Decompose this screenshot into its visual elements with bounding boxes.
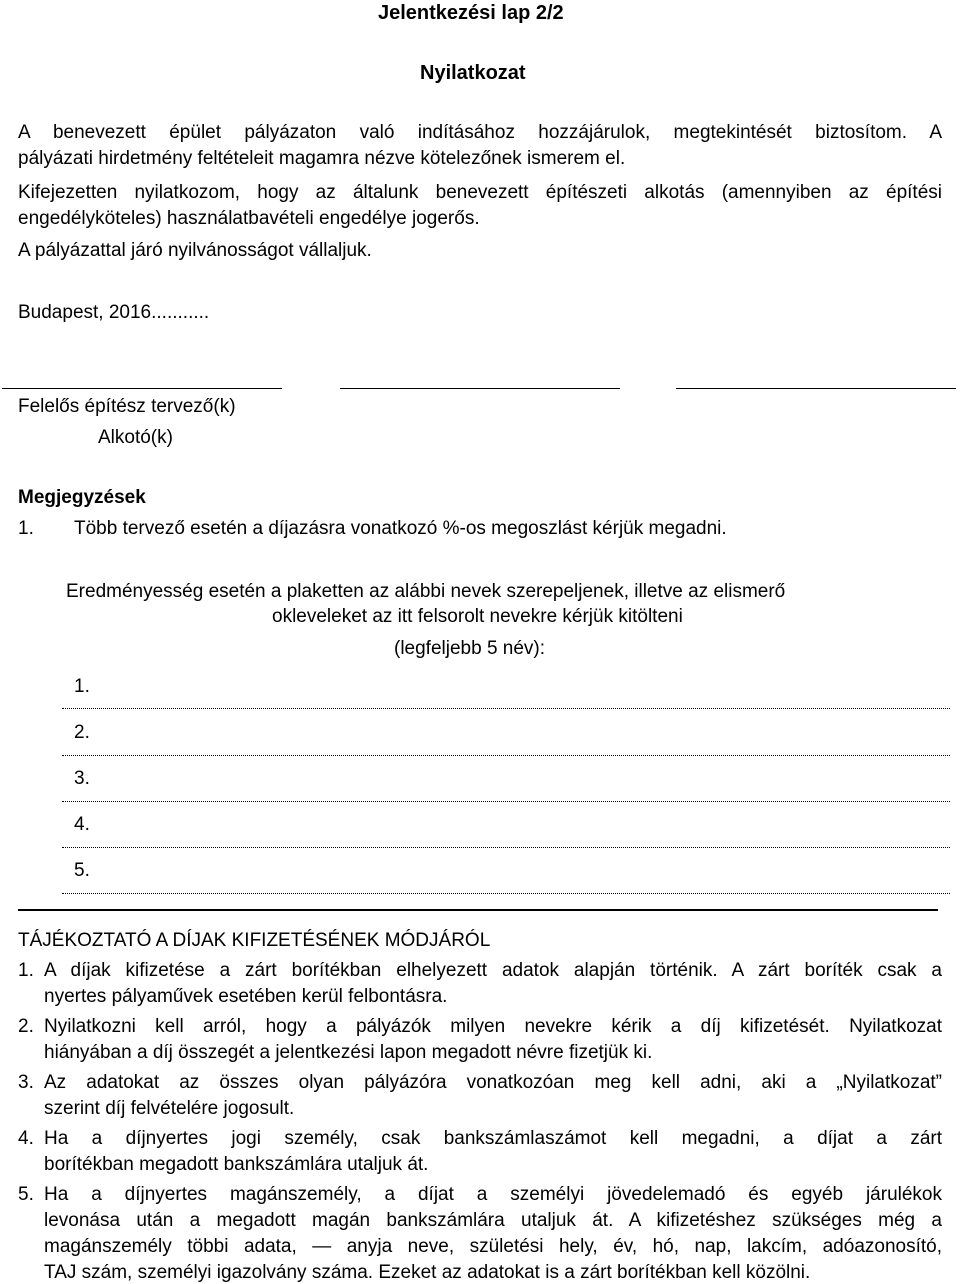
- info-item-2-line-1: Nyilatkozni kell arról, hogy a pályázók milyen nevekre kérik a díj kifizetését. Nyilatkozat: [44, 1016, 942, 1037]
- name-entry-number-5: 5.: [74, 860, 90, 881]
- page-title: Jelentkezési lap 2/2: [378, 2, 564, 24]
- signature-line-1: [2, 388, 282, 389]
- info-item-4-line-1: Ha a díjnyertes jogi személy, csak bankszámlaszámot kell megadni, a díjat a zárt: [44, 1128, 942, 1149]
- signature-line-2: [340, 388, 620, 389]
- name-entry-number-2: 2.: [74, 722, 90, 743]
- declaration-line-3: Kifejezetten nyilatkozom, hogy az általunk benevezett építészeti alkotás (amennyiben az építési: [18, 182, 942, 203]
- notes-title: Megjegyzések: [18, 487, 146, 508]
- declaration-line-5: A pályázattal járó nyilvánosságot vállaljuk.: [18, 240, 372, 261]
- name-entry-field-5[interactable]: [62, 893, 950, 894]
- names-intro-line-1: Eredményesség esetén a plaketten az alábbi nevek szerepeljenek, illetve az elismerő: [66, 581, 786, 602]
- section-title-declaration: Nyilatkozat: [420, 62, 526, 84]
- name-entry-field-1[interactable]: [62, 708, 950, 709]
- info-item-1-line-1: A díjak kifizetése a zárt borítékban elhelyezett adatok alapján történik. A zárt boríték csak a: [44, 960, 942, 981]
- note-text-1: Több tervező esetén a díjazásra vonatkozó %-os megoszlást kérjük megadni.: [74, 518, 727, 539]
- signature-line-3: [676, 388, 956, 389]
- info-item-4-line-2: borítékban megadott bankszámlára utaljuk át.: [44, 1154, 429, 1175]
- name-entry-number-4: 4.: [74, 814, 90, 835]
- declaration-line-4: engedélyköteles) használatbavételi engedélye jogerős.: [18, 208, 480, 229]
- name-entry-field-2[interactable]: [62, 755, 950, 756]
- info-item-3-line-1: Az adatokat az összes olyan pályázóra vonatkozóan meg kell adni, aki a „Nyilatkozat”: [44, 1072, 942, 1093]
- info-item-5-line-2: levonása után a megadott magán bankszámlára utaljuk át. A kifizetéshez szükséges még a: [44, 1210, 942, 1231]
- info-item-5-line-1: Ha a díjnyertes magánszemély, a díjat a személyi jövedelemadó és egyéb járulékok: [44, 1184, 942, 1205]
- info-item-2-line-2: hiányában a díj összegét a jelentkezési lapon megadott névre fizetjük ki.: [44, 1042, 653, 1063]
- name-entry-number-3: 3.: [74, 768, 90, 789]
- info-title: TÁJÉKOZTATÓ A DÍJAK KIFIZETÉSÉNEK MÓDJÁRÓL: [18, 930, 491, 951]
- info-number-5: 5.: [18, 1184, 34, 1205]
- declaration-line-1: A benevezett épület pályázaton való indításához hozzájárulok, megtekintését biztosítom. A: [18, 122, 942, 143]
- signature-label-author: Alkotó(k): [98, 427, 173, 448]
- note-number-1: 1.: [18, 518, 34, 539]
- info-item-1-line-2: nyertes pályaművek esetében kerül felbontásra.: [44, 986, 448, 1007]
- signature-label-architect: Felelős építész tervező(k): [18, 396, 236, 417]
- info-number-1: 1.: [18, 960, 34, 981]
- info-item-3-line-2: szerint díj felvételére jogosult.: [44, 1098, 295, 1119]
- info-number-2: 2.: [18, 1016, 34, 1037]
- info-item-5-line-4: TAJ szám, személyi igazolvány száma. Ezeket az adatokat is a zárt borítékban kell közölni.: [44, 1262, 811, 1283]
- name-entry-field-3[interactable]: [62, 801, 950, 802]
- info-item-5-line-3: magánszemély többi adata, — anyja neve, születési hely, év, hó, nap, lakcím, adóazonosító,: [44, 1236, 942, 1257]
- section-divider: [18, 909, 938, 911]
- place-date: Budapest, 2016...........: [18, 302, 210, 323]
- info-number-4: 4.: [18, 1128, 34, 1149]
- names-intro-line-2: okleveleket az itt felsorolt nevekre kérjük kitölteni: [272, 606, 683, 627]
- declaration-line-2: pályázati hirdetmény feltételeit magamra nézve kötelezőnek ismerem el.: [18, 148, 626, 169]
- info-number-3: 3.: [18, 1072, 34, 1093]
- names-intro-line-3: (legfeljebb 5 név):: [394, 638, 546, 659]
- name-entry-number-1: 1.: [74, 676, 90, 697]
- name-entry-field-4[interactable]: [62, 847, 950, 848]
